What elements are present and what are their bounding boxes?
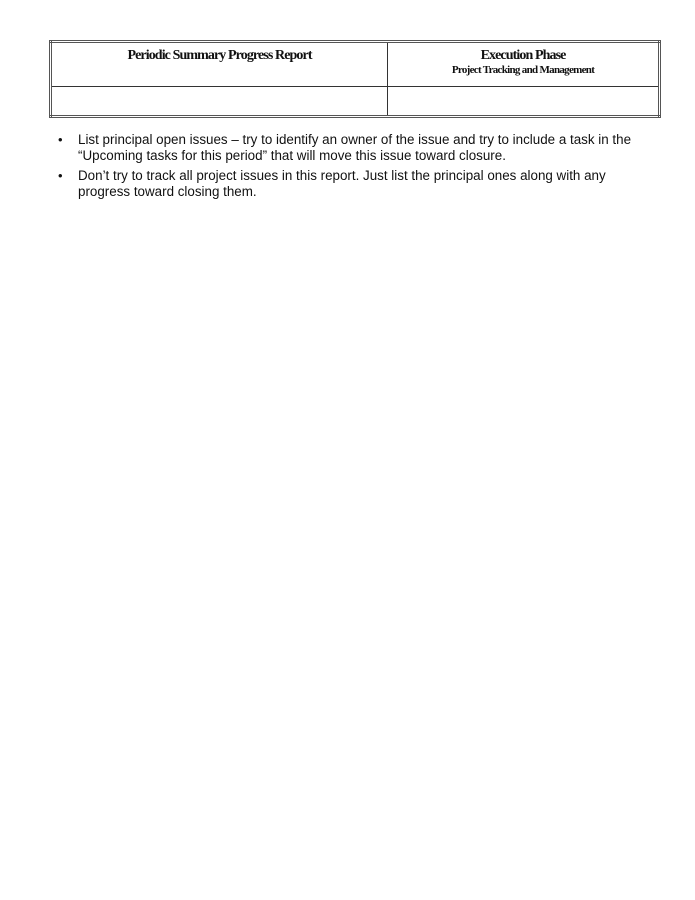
header-blank-row	[51, 87, 660, 117]
bullet-item	[58, 132, 658, 164]
bullet-icon: •	[58, 132, 63, 147]
header-left-blank-cell	[51, 87, 388, 117]
bullet-icon: •	[58, 168, 63, 183]
phase-subtitle: Project Tracking and Management	[451, 64, 595, 76]
bullet-text: Don’t try to track all project issues in this report. Just list the principal ones along with any progress toward closing them.	[78, 168, 606, 199]
phase-title: Execution Phase	[480, 48, 566, 63]
bullet-item	[58, 168, 658, 200]
header-left-cell	[51, 42, 388, 87]
header-right-blank-cell	[388, 87, 660, 117]
guidance-bullet-list	[58, 132, 658, 204]
header-right-cell	[388, 42, 660, 87]
header-title-row	[51, 42, 660, 87]
report-header-table	[49, 40, 661, 118]
bullet-text: List principal open issues – try to identify an owner of the issue and try to include a task in the “Upcoming tasks for this period” that will move this issue toward closure.	[78, 132, 632, 163]
report-title: Periodic Summary Progress Report	[127, 48, 312, 63]
